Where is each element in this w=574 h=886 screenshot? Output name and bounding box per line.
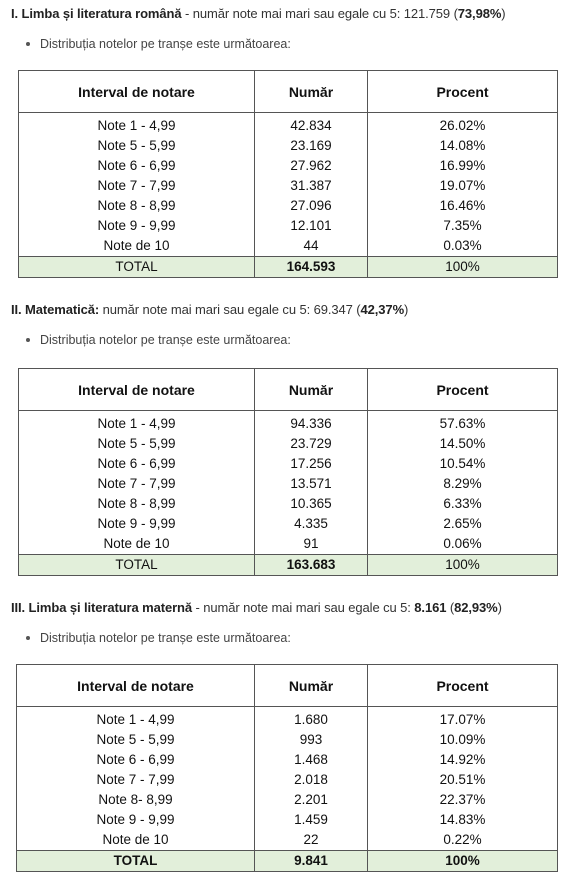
bullet-label: Distribuția notelor pe tranșe este următoarea: — [40, 333, 291, 347]
table-row — [17, 770, 558, 790]
cell-numar: 4.335 — [255, 514, 368, 534]
table-row — [19, 514, 558, 534]
cell-interval: Note 7 - 7,99 — [19, 176, 255, 196]
cell-numar: 27.962 — [255, 156, 368, 176]
heading-text: număr note mai mari sau egale cu 5: 69.347 ( — [99, 302, 361, 317]
table-total-row — [19, 555, 558, 576]
cell-procent: 20.51% — [368, 770, 558, 790]
section-heading — [11, 302, 408, 318]
cell-interval: Note 8 - 8,99 — [19, 494, 255, 514]
table-row — [17, 707, 558, 731]
table-row — [19, 434, 558, 454]
table-row — [19, 494, 558, 514]
cell-numar: 94.336 — [255, 411, 368, 435]
bullet-label: Distribuția notelor pe tranșe este următoarea: — [40, 37, 291, 51]
cell-numar: 42.834 — [255, 113, 368, 137]
header-interval: Interval de notare — [19, 71, 255, 113]
cell-procent: 10.09% — [368, 730, 558, 750]
cell-numar: 10.365 — [255, 494, 368, 514]
header-interval: Interval de notare — [17, 665, 255, 707]
bullet-dot-icon — [26, 636, 30, 640]
total-label: TOTAL — [19, 555, 255, 576]
cell-interval: Note de 10 — [19, 236, 255, 257]
table-row — [19, 136, 558, 156]
heading-open: ( — [446, 600, 455, 615]
cell-numar: 13.571 — [255, 474, 368, 494]
grades-table — [16, 664, 558, 872]
header-procent: Procent — [368, 665, 558, 707]
cell-procent: 22.37% — [368, 790, 558, 810]
cell-interval: Note de 10 — [17, 830, 255, 851]
cell-procent: 57.63% — [368, 411, 558, 435]
cell-interval: Note 8- 8,99 — [17, 790, 255, 810]
table-row — [17, 810, 558, 830]
cell-numar: 1.680 — [255, 707, 368, 731]
cell-interval: Note 6 - 6,99 — [19, 454, 255, 474]
cell-interval: Note 8 - 8,99 — [19, 196, 255, 216]
table-total-row — [19, 257, 558, 278]
cell-procent: 6.33% — [368, 494, 558, 514]
cell-procent: 26.02% — [368, 113, 558, 137]
table-row — [19, 411, 558, 435]
table-row — [19, 216, 558, 236]
total-label: TOTAL — [19, 257, 255, 278]
cell-interval: Note 9 - 9,99 — [17, 810, 255, 830]
heading-title: II. Matematică: — [11, 302, 100, 317]
cell-procent: 2.65% — [368, 514, 558, 534]
bullet-label: Distribuția notelor pe tranșe este următoarea: — [40, 631, 291, 645]
cell-procent: 0.06% — [368, 534, 558, 555]
cell-procent: 0.22% — [368, 830, 558, 851]
bullet-dot-icon — [26, 42, 30, 46]
cell-interval: Note 5 - 5,99 — [19, 136, 255, 156]
table-row — [17, 730, 558, 750]
table-row — [17, 750, 558, 770]
heading-close: ) — [501, 6, 506, 21]
cell-procent: 14.92% — [368, 750, 558, 770]
cell-procent: 16.46% — [368, 196, 558, 216]
total-procent: 100% — [368, 851, 558, 872]
cell-numar: 91 — [255, 534, 368, 555]
bullet-text — [40, 630, 291, 646]
header-numar: Număr — [255, 369, 368, 411]
cell-procent: 14.50% — [368, 434, 558, 454]
cell-numar: 44 — [255, 236, 368, 257]
cell-interval: Note 5 - 5,99 — [17, 730, 255, 750]
grades-table — [18, 368, 558, 576]
cell-procent: 10.54% — [368, 454, 558, 474]
total-numar: 9.841 — [255, 851, 368, 872]
cell-procent: 0.03% — [368, 236, 558, 257]
heading-close: ) — [497, 600, 502, 615]
heading-text: - număr note mai mari sau egale cu 5: — [192, 600, 415, 615]
cell-interval: Note de 10 — [19, 534, 255, 555]
cell-numar: 17.256 — [255, 454, 368, 474]
table-header-row — [19, 369, 558, 411]
bullet-text — [40, 332, 291, 348]
cell-numar: 22 — [255, 830, 368, 851]
heading-percent: 42,37% — [360, 302, 405, 317]
grades-table — [18, 70, 558, 278]
heading-close: ) — [404, 302, 409, 317]
cell-numar: 27.096 — [255, 196, 368, 216]
bullet-text — [40, 36, 291, 52]
header-numar: Număr — [255, 71, 368, 113]
cell-numar: 1.459 — [255, 810, 368, 830]
cell-interval: Note 9 - 9,99 — [19, 514, 255, 534]
table-row — [17, 790, 558, 810]
cell-procent: 19.07% — [368, 176, 558, 196]
header-procent: Procent — [368, 71, 558, 113]
cell-interval: Note 1 - 4,99 — [19, 113, 255, 137]
cell-procent: 17.07% — [368, 707, 558, 731]
section-heading — [11, 6, 506, 22]
cell-interval: Note 6 - 6,99 — [17, 750, 255, 770]
table-row — [19, 474, 558, 494]
cell-numar: 2.201 — [255, 790, 368, 810]
total-procent: 100% — [368, 555, 558, 576]
cell-interval: Note 5 - 5,99 — [19, 434, 255, 454]
cell-procent: 7.35% — [368, 216, 558, 236]
heading-title: I. Limba și literatura română — [11, 6, 182, 21]
table-row — [19, 176, 558, 196]
cell-numar: 31.387 — [255, 176, 368, 196]
total-label: TOTAL — [17, 851, 255, 872]
header-numar: Număr — [255, 665, 368, 707]
table-row — [19, 196, 558, 216]
heading-title: III. Limba și literatura maternă — [11, 600, 193, 615]
heading-text: - număr note mai mari sau egale cu 5: 121.759 ( — [181, 6, 458, 21]
heading-percent: 82,93% — [454, 600, 498, 615]
section-heading — [11, 600, 502, 616]
total-procent: 100% — [368, 257, 558, 278]
cell-interval: Note 9 - 9,99 — [19, 216, 255, 236]
cell-procent: 8.29% — [368, 474, 558, 494]
cell-interval: Note 7 - 7,99 — [19, 474, 255, 494]
heading-percent: 73,98% — [457, 6, 502, 21]
table-row — [19, 156, 558, 176]
header-procent: Procent — [368, 369, 558, 411]
total-numar: 163.683 — [255, 555, 368, 576]
cell-numar: 12.101 — [255, 216, 368, 236]
cell-numar: 23.169 — [255, 136, 368, 156]
cell-interval: Note 6 - 6,99 — [19, 156, 255, 176]
cell-interval: Note 1 - 4,99 — [17, 707, 255, 731]
cell-interval: Note 7 - 7,99 — [17, 770, 255, 790]
cell-procent: 14.08% — [368, 136, 558, 156]
header-interval: Interval de notare — [19, 369, 255, 411]
table-row — [19, 236, 558, 257]
table-row — [19, 534, 558, 555]
table-header-row — [17, 665, 558, 707]
table-row — [17, 830, 558, 851]
cell-numar: 993 — [255, 730, 368, 750]
table-row — [19, 113, 558, 137]
cell-interval: Note 1 - 4,99 — [19, 411, 255, 435]
heading-number: 8.161 — [414, 600, 447, 615]
total-numar: 164.593 — [255, 257, 368, 278]
cell-numar: 23.729 — [255, 434, 368, 454]
table-total-row — [17, 851, 558, 872]
table-row — [19, 454, 558, 474]
cell-procent: 16.99% — [368, 156, 558, 176]
cell-numar: 2.018 — [255, 770, 368, 790]
cell-numar: 1.468 — [255, 750, 368, 770]
cell-procent: 14.83% — [368, 810, 558, 830]
table-header-row — [19, 71, 558, 113]
bullet-dot-icon — [26, 338, 30, 342]
